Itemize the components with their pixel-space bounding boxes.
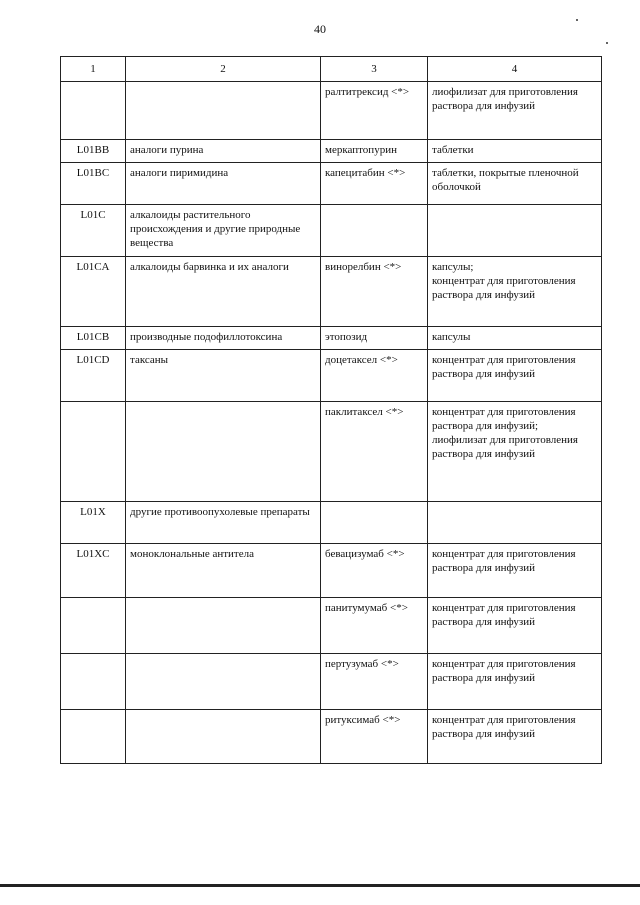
table-row bbox=[61, 327, 602, 350]
cell-drug-name bbox=[321, 502, 428, 544]
table-row bbox=[61, 654, 602, 710]
cell-group-name: алкалоиды барвинка и их аналоги bbox=[126, 257, 321, 327]
cell-dosage-form: концентрат для приготовления раствора для инфузий bbox=[428, 544, 602, 598]
cell-group-name: другие противоопухолевые препараты bbox=[126, 502, 321, 544]
cell-atc-code bbox=[61, 82, 126, 140]
cell-group-name: производные подофиллотоксина bbox=[126, 327, 321, 350]
scan-speck bbox=[576, 19, 578, 21]
table-row bbox=[61, 402, 602, 502]
table-row bbox=[61, 502, 602, 544]
cell-atc-code: L01XC bbox=[61, 544, 126, 598]
cell-drug-name: доцетаксел <*> bbox=[321, 350, 428, 402]
cell-atc-code bbox=[61, 598, 126, 654]
table-row bbox=[61, 163, 602, 205]
cell-dosage-form: капсулы bbox=[428, 327, 602, 350]
cell-dosage-form bbox=[428, 502, 602, 544]
cell-dosage-form: концентрат для приготовления раствора для инфузий; лиофилизат для приготовления раствора для инфузий bbox=[428, 402, 602, 502]
cell-drug-name: этопозид bbox=[321, 327, 428, 350]
cell-drug-name: ритуксимаб <*> bbox=[321, 710, 428, 764]
header-col-1: 1 bbox=[61, 57, 126, 82]
cell-atc-code: L01BB bbox=[61, 140, 126, 163]
cell-dosage-form: лиофилизат для приготовления раствора для инфузий bbox=[428, 82, 602, 140]
bottom-rule bbox=[0, 884, 640, 887]
cell-dosage-form bbox=[428, 205, 602, 257]
cell-drug-name bbox=[321, 205, 428, 257]
cell-atc-code bbox=[61, 654, 126, 710]
cell-atc-code: L01X bbox=[61, 502, 126, 544]
table-row bbox=[61, 257, 602, 327]
cell-drug-name: винорелбин <*> bbox=[321, 257, 428, 327]
scan-speck bbox=[606, 42, 608, 44]
cell-dosage-form: капсулы; концентрат для приготовления раствора для инфузий bbox=[428, 257, 602, 327]
cell-atc-code bbox=[61, 710, 126, 764]
cell-atc-code bbox=[61, 402, 126, 502]
cell-group-name: аналоги пиримидина bbox=[126, 163, 321, 205]
cell-group-name: алкалоиды растительного происхождения и другие природные вещества bbox=[126, 205, 321, 257]
drug-table bbox=[60, 56, 602, 764]
table-body bbox=[61, 82, 602, 764]
cell-dosage-form: концентрат для приготовления раствора для инфузий bbox=[428, 710, 602, 764]
cell-atc-code: L01BC bbox=[61, 163, 126, 205]
header-col-2: 2 bbox=[126, 57, 321, 82]
cell-dosage-form: концентрат для приготовления раствора для инфузий bbox=[428, 654, 602, 710]
table-row bbox=[61, 82, 602, 140]
cell-group-name: аналоги пурина bbox=[126, 140, 321, 163]
cell-atc-code: L01CA bbox=[61, 257, 126, 327]
cell-group-name bbox=[126, 710, 321, 764]
cell-group-name bbox=[126, 82, 321, 140]
cell-drug-name: ралтитрексид <*> bbox=[321, 82, 428, 140]
table-row bbox=[61, 205, 602, 257]
table-row bbox=[61, 350, 602, 402]
header-col-4: 4 bbox=[428, 57, 602, 82]
cell-atc-code: L01CB bbox=[61, 327, 126, 350]
table-row bbox=[61, 140, 602, 163]
cell-group-name: моноклональные антитела bbox=[126, 544, 321, 598]
page-number: 40 bbox=[314, 22, 326, 36]
cell-atc-code: L01CD bbox=[61, 350, 126, 402]
cell-drug-name: панитумумаб <*> bbox=[321, 598, 428, 654]
table-row bbox=[61, 544, 602, 598]
cell-dosage-form: таблетки bbox=[428, 140, 602, 163]
cell-atc-code: L01C bbox=[61, 205, 126, 257]
cell-drug-name: меркаптопурин bbox=[321, 140, 428, 163]
header-row bbox=[61, 57, 602, 82]
cell-group-name bbox=[126, 402, 321, 502]
cell-group-name bbox=[126, 654, 321, 710]
table-row bbox=[61, 710, 602, 764]
cell-drug-name: бевацизумаб <*> bbox=[321, 544, 428, 598]
table-row bbox=[61, 598, 602, 654]
cell-dosage-form: концентрат для приготовления раствора для инфузий bbox=[428, 598, 602, 654]
cell-group-name bbox=[126, 598, 321, 654]
cell-drug-name: капецитабин <*> bbox=[321, 163, 428, 205]
cell-dosage-form: концентрат для приготовления раствора для инфузий bbox=[428, 350, 602, 402]
cell-drug-name: пертузумаб <*> bbox=[321, 654, 428, 710]
cell-dosage-form: таблетки, покрытые пленочной оболочкой bbox=[428, 163, 602, 205]
cell-group-name: таксаны bbox=[126, 350, 321, 402]
header-col-3: 3 bbox=[321, 57, 428, 82]
cell-drug-name: паклитаксел <*> bbox=[321, 402, 428, 502]
